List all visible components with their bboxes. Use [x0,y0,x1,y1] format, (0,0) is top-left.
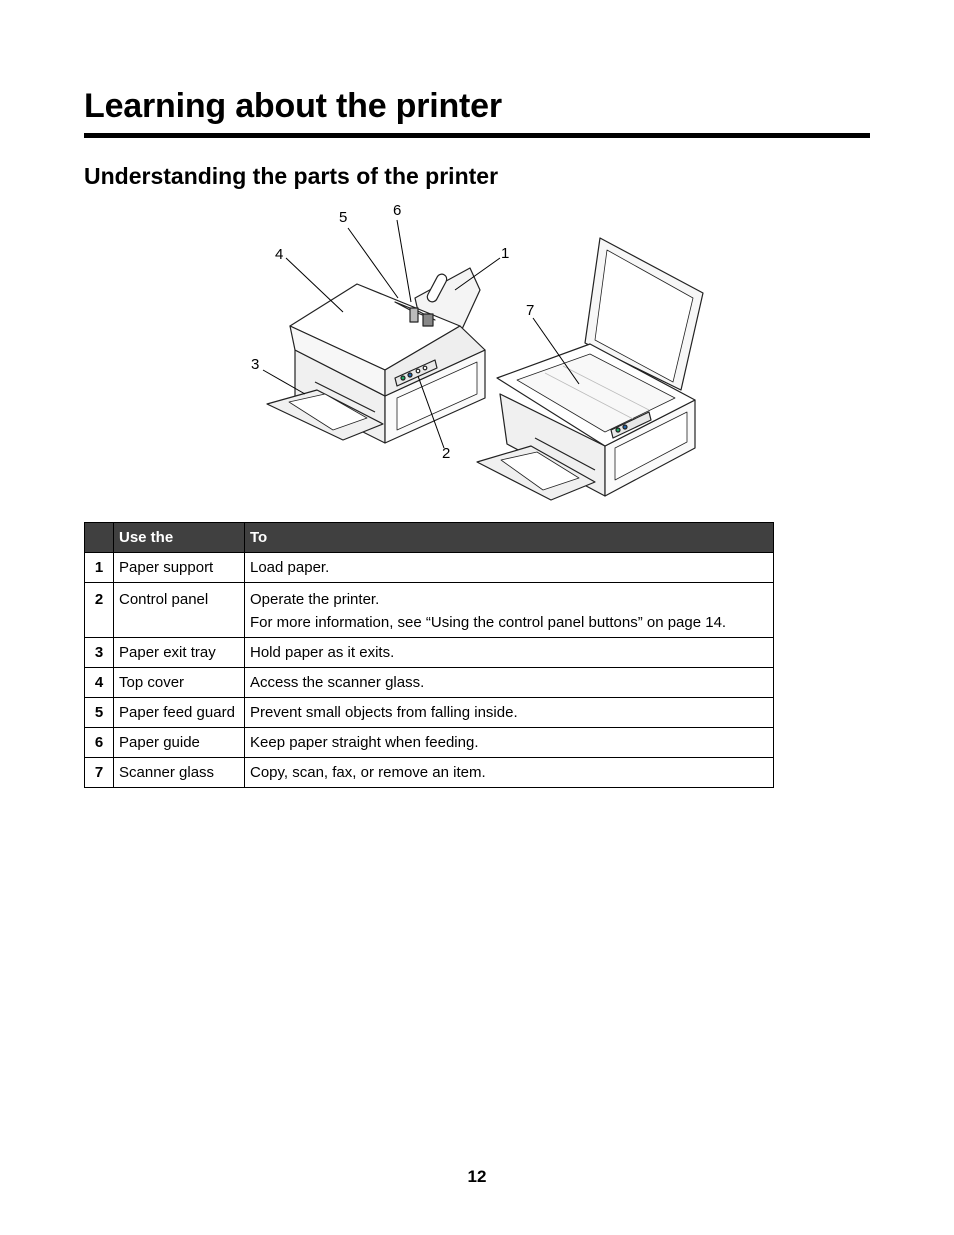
table-row [85,583,774,638]
row-part: Paper feed guard [114,698,245,728]
row-purpose-line2: For more information, see “Using the control panel buttons” on page 14. [250,614,727,631]
header-use-the: Use the [114,523,245,553]
row-part: Paper exit tray [114,638,245,668]
row-number: 2 [85,583,114,638]
table-row [85,758,774,788]
row-part: Control panel [114,583,245,638]
row-number: 6 [85,728,114,758]
page-number: 12 [467,1167,487,1186]
callout-2: 2 [442,445,451,462]
row-purpose: Prevent small objects from falling inside. [245,698,774,728]
table-row [85,638,774,668]
printer-closed-drawing [267,268,485,443]
row-number: 7 [85,758,114,788]
printer-open-drawing [477,238,703,500]
section-title: Understanding the parts of the printer [84,163,499,189]
table-header-row [85,523,774,553]
printer-illustration [245,198,710,508]
callout-7: 7 [526,302,535,319]
row-number: 3 [85,638,114,668]
row-purpose: Keep paper straight when feeding. [245,728,774,758]
row-purpose [245,583,774,638]
row-purpose: Load paper. [245,553,774,583]
row-purpose: Hold paper as it exits. [245,638,774,668]
callout-3: 3 [251,356,260,373]
row-number: 4 [85,668,114,698]
row-purpose: Access the scanner glass. [245,668,774,698]
row-part: Paper guide [114,728,245,758]
table-row [85,698,774,728]
table-row [85,668,774,698]
row-part: Paper support [114,553,245,583]
callout-1: 1 [501,245,510,262]
table-row [85,553,774,583]
table-row [85,728,774,758]
row-purpose-line1: Operate the printer. [250,591,380,608]
header-to: To [245,523,774,553]
row-number: 1 [85,553,114,583]
title-rule [84,133,870,138]
header-number [85,523,114,553]
row-part: Top cover [114,668,245,698]
row-number: 5 [85,698,114,728]
callout-6: 6 [393,202,402,219]
callout-5: 5 [339,209,348,226]
row-part: Scanner glass [114,758,245,788]
parts-table [84,522,774,788]
row-purpose: Copy, scan, fax, or remove an item. [245,758,774,788]
page-title: Learning about the printer [84,87,502,125]
callout-4: 4 [275,246,284,263]
